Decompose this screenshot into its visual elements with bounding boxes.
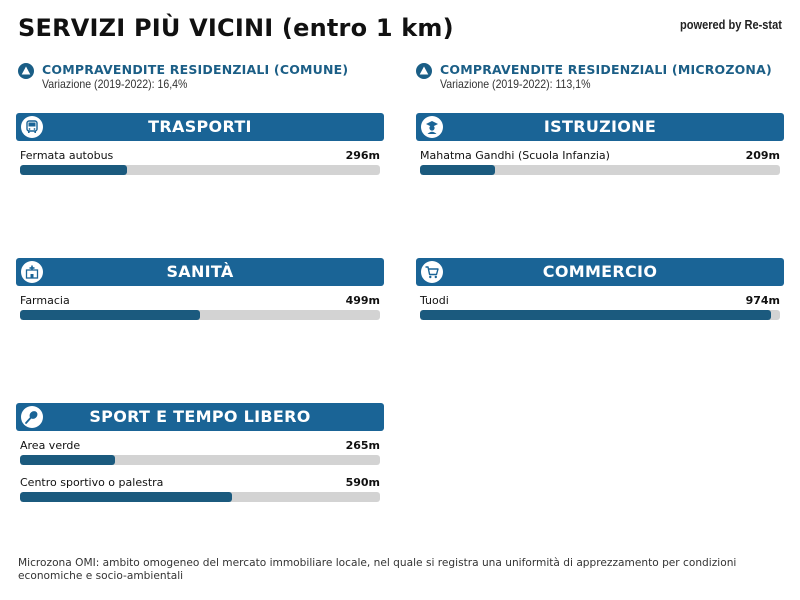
distance-bar-fill: [420, 165, 495, 175]
distance-bar: [420, 310, 780, 320]
card-header-trasporti: [16, 113, 384, 141]
stat-microzona-variation: Variazione (2019-2022): 113,1%: [440, 77, 591, 91]
service-distance: 499m: [345, 294, 380, 307]
card-title-sport: SPORT E TEMPO LIBERO: [89, 407, 311, 426]
distance-bar: [20, 165, 380, 175]
card-sport: [16, 403, 384, 513]
distance-bar: [420, 165, 780, 175]
service-name: Centro sportivo o palestra: [20, 476, 164, 489]
page-title: SERVIZI PIÙ VICINI (entro 1 km): [18, 14, 454, 42]
card-sanita: [16, 258, 384, 331]
service-name: Mahatma Gandhi (Scuola Infanzia): [420, 149, 610, 162]
list-item: [16, 149, 384, 186]
card-istruzione: [416, 113, 784, 186]
footnote: Microzona OMI: ambito omogeneo del mercato immobiliare locale, nel quale si registra una uniformità di apprezzamento per condizioni economiche e socio-ambientali: [18, 557, 737, 582]
list-item: [16, 439, 384, 476]
stat-comune-title: COMPRAVENDITE RESIDENZIALI (COMUNE): [42, 62, 349, 77]
service-name: Fermata autobus: [20, 149, 114, 162]
card-trasporti: [16, 113, 384, 186]
card-header-sanita: [16, 258, 384, 286]
up-triangle-icon: [18, 63, 34, 79]
card-title-trasporti: TRASPORTI: [148, 117, 252, 136]
distance-bar-fill: [20, 492, 232, 502]
card-title-commercio: COMMERCIO: [542, 262, 658, 281]
distance-bar: [20, 455, 380, 465]
distance-bar: [20, 310, 380, 320]
card-title-sanita: SANITÀ: [166, 262, 234, 281]
card-header-sport: [16, 403, 384, 431]
card-title-istruzione: ISTRUZIONE: [543, 117, 657, 136]
powered-by-label: powered by Re-stat: [680, 17, 782, 32]
card-commercio: [416, 258, 784, 331]
service-name: Farmacia: [20, 294, 70, 307]
distance-bar-fill: [420, 310, 771, 320]
service-distance: 974m: [745, 294, 780, 307]
distance-bar-fill: [20, 310, 200, 320]
service-name: Tuodi: [420, 294, 449, 307]
distance-bar: [20, 492, 380, 502]
service-distance: 296m: [345, 149, 380, 162]
list-item: [416, 149, 784, 186]
card-header-commercio: [416, 258, 784, 286]
stat-microzona-title: COMPRAVENDITE RESIDENZIALI (MICROZONA): [440, 62, 772, 77]
distance-bar-fill: [20, 455, 115, 465]
list-item: [16, 294, 384, 331]
service-distance: 590m: [345, 476, 380, 489]
stat-comune-variation: Variazione (2019-2022): 16,4%: [42, 77, 188, 91]
service-name: Area verde: [20, 439, 81, 452]
service-distance: 265m: [345, 439, 380, 452]
list-item: [16, 476, 384, 513]
card-header-istruzione: [416, 113, 784, 141]
up-triangle-icon: [416, 63, 432, 79]
distance-bar-fill: [20, 165, 127, 175]
service-distance: 209m: [745, 149, 780, 162]
list-item: [416, 294, 784, 331]
